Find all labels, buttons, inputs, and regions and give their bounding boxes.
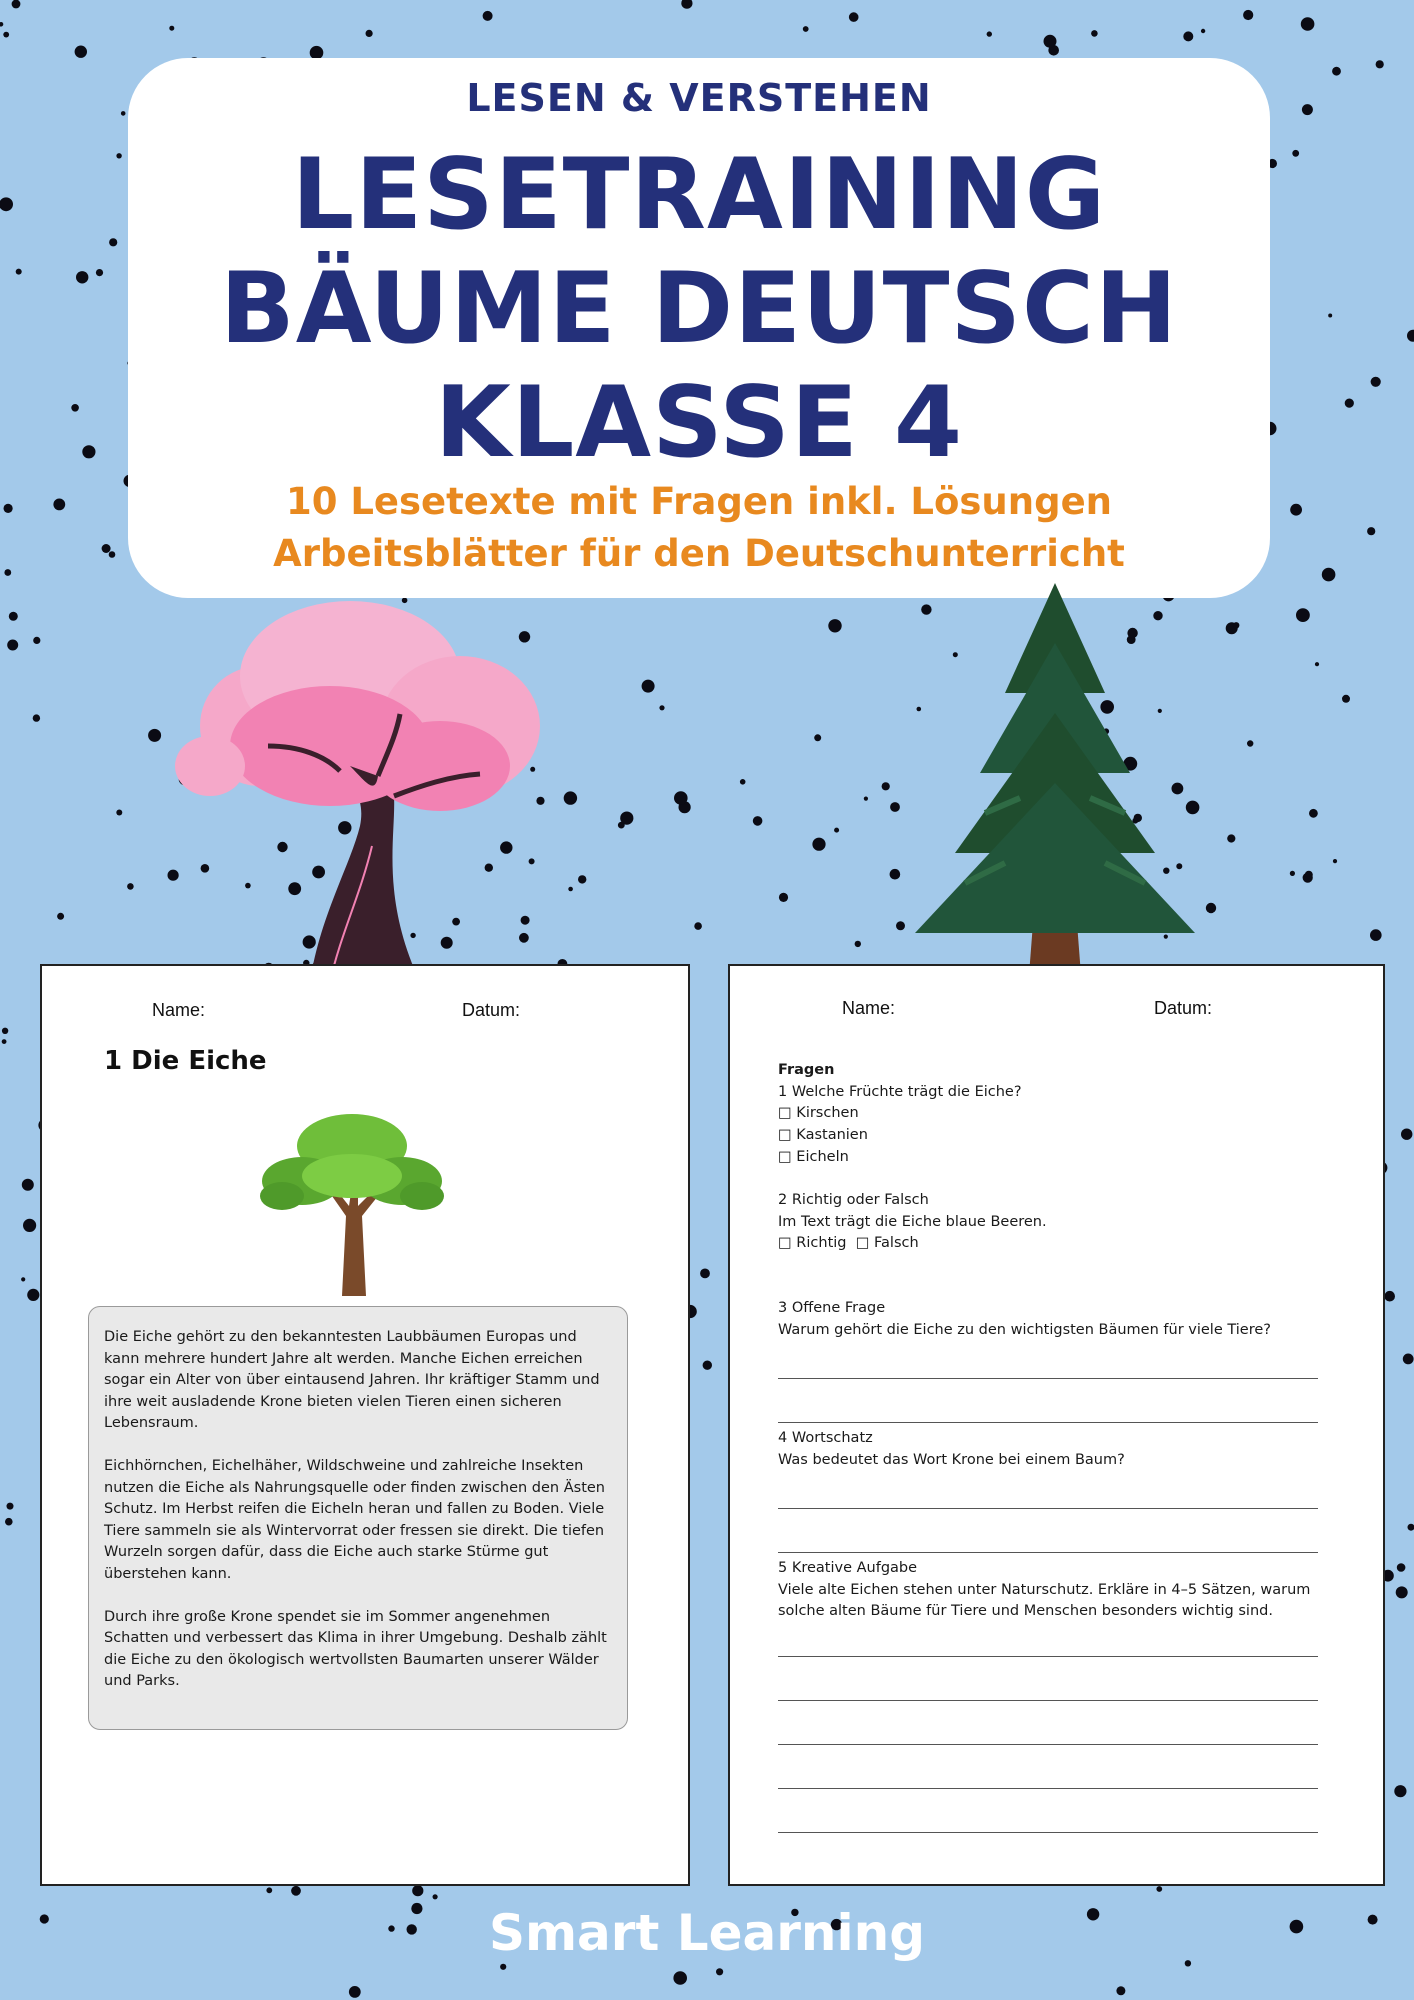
background-dot	[1322, 568, 1336, 582]
question-4-title: 4 Wortschatz	[778, 1430, 873, 1446]
background-dot	[116, 153, 121, 158]
title-line-1: LESETRAINING	[291, 138, 1107, 252]
background-dot	[740, 779, 746, 785]
background-dot	[890, 869, 901, 880]
background-dot	[864, 797, 868, 801]
question-5-title: 5 Kreative Aufgabe	[778, 1560, 918, 1576]
background-dot	[291, 1886, 301, 1896]
background-dot	[849, 12, 859, 22]
question-2-title: 2 Richtig oder Falsch	[778, 1192, 929, 1208]
background-dot	[266, 1887, 272, 1893]
background-dot	[2, 1039, 7, 1044]
background-dot	[1407, 330, 1414, 342]
kicker-text: LESEN & VERSTEHEN	[466, 76, 932, 120]
background-dot	[21, 1277, 25, 1281]
background-dot	[127, 883, 134, 890]
background-dot	[57, 913, 64, 920]
text-line: Die Eiche gehört zu den bekanntesten Laubbäumen Europas und	[104, 1329, 577, 1345]
question-1-title: 1 Welche Früchte trägt die Eiche?	[778, 1083, 1022, 1100]
background-dot	[53, 499, 65, 511]
paragraph-3	[104, 1607, 611, 1693]
story-title: 1 Die Eiche	[104, 1046, 267, 1076]
date-label: Datum:	[1154, 998, 1213, 1018]
background-dot	[71, 404, 79, 412]
background-dot	[109, 551, 116, 558]
answer-line[interactable]	[778, 1744, 1318, 1745]
background-dot	[4, 504, 13, 513]
background-dot	[483, 11, 493, 21]
reading-text-sheet	[40, 964, 690, 1886]
background-dot	[22, 1179, 34, 1191]
background-dot	[1243, 10, 1253, 20]
background-dot	[9, 612, 18, 621]
text-line: Wurzeln sorgen dafür, dass die Eiche auch starke Stürme gut	[104, 1544, 549, 1560]
background-dot	[23, 1219, 36, 1232]
background-dot	[3, 32, 9, 38]
background-dot	[1345, 399, 1354, 408]
background-dot	[500, 1964, 506, 1970]
answer-line[interactable]	[778, 1508, 1318, 1509]
background-dot	[1328, 314, 1332, 318]
background-dot	[1183, 31, 1193, 41]
paragraph-1	[104, 1327, 611, 1435]
background-dot	[82, 445, 95, 458]
questions-heading: Fragen	[778, 1062, 835, 1078]
background-dot	[1290, 504, 1302, 516]
background-dot	[2, 1028, 8, 1034]
background-dot	[564, 791, 577, 804]
background-dot	[76, 271, 88, 283]
background-dot	[578, 875, 586, 883]
background-dot	[812, 838, 825, 851]
background-dot	[1376, 60, 1384, 68]
background-dot	[1384, 1291, 1395, 1302]
background-dot	[681, 0, 692, 9]
background-dot	[27, 1289, 39, 1301]
name-label: Name:	[842, 998, 896, 1018]
brand-logo-text: Smart Learning	[488, 1904, 926, 1962]
blossom-tree-illustration	[150, 596, 550, 982]
text-line: sogar ein Alter von über eintausend Jahren. Ihr kräftiger Stamm und	[104, 1372, 600, 1388]
background-dot	[1233, 622, 1239, 628]
background-dot	[1394, 1785, 1406, 1797]
text-line: Durch ihre große Krone spendet sie im Sommer angenehmen	[104, 1608, 551, 1625]
answer-line[interactable]	[778, 1422, 1318, 1423]
background-dot	[1408, 1524, 1414, 1531]
background-dot	[703, 1361, 712, 1370]
subtitle-line-1: 10 Lesetexte mit Fragen inkl. Lösungen	[285, 480, 1113, 523]
text-line: und Parks.	[104, 1673, 180, 1689]
background-dot	[814, 734, 821, 741]
answer-line[interactable]	[778, 1378, 1318, 1379]
background-dot	[1403, 1354, 1414, 1365]
question-4-block	[778, 1428, 1338, 1471]
background-dot	[433, 1894, 438, 1899]
background-dot	[1290, 871, 1295, 876]
background-dot	[1305, 871, 1313, 879]
background-dot	[803, 26, 809, 32]
text-line: Tiere sammeln sie als Wintervorrat oder fressen sie direkt. Die tiefen	[104, 1522, 605, 1539]
background-dot	[882, 782, 890, 790]
background-dot	[753, 816, 763, 826]
oak-tree-image	[252, 1106, 452, 1296]
background-dot	[1302, 104, 1313, 115]
background-dot	[1401, 1129, 1412, 1140]
background-dot	[4, 569, 11, 576]
background-dot	[700, 1269, 710, 1279]
option-checkbox[interactable]: □ Eicheln	[778, 1148, 849, 1165]
question-4-text: Was bedeutet das Wort Krone bei einem Baum?	[778, 1451, 1125, 1468]
background-dot	[7, 1503, 14, 1510]
option-checkbox[interactable]: □ Kirschen	[778, 1105, 859, 1122]
background-dot	[896, 921, 905, 930]
background-dot	[1091, 30, 1098, 37]
background-dot	[659, 705, 664, 710]
text-line: die Eiche zu den ökologisch wertvollsten Baumarten unserer Wälder	[104, 1651, 599, 1668]
question-3-text: Warum gehört die Eiche zu den wichtigsten Bäumen für viele Tiere?	[778, 1321, 1271, 1338]
background-dot	[674, 791, 688, 805]
background-dot	[1044, 35, 1057, 48]
question-2-block	[778, 1190, 1338, 1255]
background-dot	[1116, 1986, 1125, 1995]
background-dot	[1315, 662, 1319, 666]
text-line: nutzen die Eiche als Nahrungsquelle oder finden zwischen den Ästen	[104, 1479, 605, 1496]
background-dot	[679, 1974, 687, 1982]
background-dot	[1371, 377, 1381, 387]
background-dot	[1292, 150, 1299, 157]
background-dot	[349, 1986, 361, 1998]
name-label: Name:	[152, 1000, 206, 1020]
background-dot	[568, 887, 573, 892]
background-dot	[412, 1885, 423, 1896]
title-line-2: BÄUME DEUTSCH	[220, 252, 1178, 366]
title-card	[128, 58, 1270, 598]
question-3-title: 3 Offene Frage	[778, 1300, 886, 1316]
title-line-3: KLASSE 4	[434, 366, 964, 480]
background-dot	[987, 31, 992, 36]
question-5-text: solche alten Bäume für Tiere und Menschen besonders wichtig sind.	[778, 1603, 1273, 1620]
background-dot	[102, 544, 111, 553]
text-line: ihre weit ausladende Krone bieten vielen Tieren einen sicheren	[104, 1393, 562, 1410]
background-dot	[96, 269, 103, 276]
background-dot	[1301, 17, 1315, 31]
background-dot	[1201, 29, 1205, 33]
background-dot	[828, 619, 841, 632]
background-dot	[169, 26, 174, 31]
answer-line[interactable]	[778, 1552, 1318, 1553]
background-dot	[366, 30, 373, 37]
answer-line[interactable]	[778, 1788, 1318, 1789]
text-line: Schatten und verbessert das Klima in ihrer Umgebung. Deshalb zählt	[104, 1630, 607, 1646]
background-dot	[1367, 527, 1375, 535]
background-dot	[620, 812, 633, 825]
answer-line[interactable]	[778, 1700, 1318, 1701]
text-line: Lebensraum.	[104, 1415, 199, 1431]
background-dot	[1332, 67, 1341, 76]
date-label: Datum:	[462, 1000, 521, 1020]
background-dot	[890, 802, 900, 812]
background-dot	[779, 893, 788, 902]
question-5-block	[778, 1558, 1338, 1623]
background-dot	[33, 637, 40, 644]
background-dot	[642, 680, 655, 693]
background-dot	[5, 1518, 13, 1526]
background-dot	[16, 269, 22, 275]
paragraph-2	[104, 1456, 611, 1585]
background-dot	[694, 922, 702, 930]
reading-text-box	[88, 1306, 628, 1730]
background-dot	[834, 828, 839, 833]
background-dot	[1296, 608, 1310, 622]
background-dot	[121, 111, 126, 116]
text-line: Eichhörnchen, Eichelhäher, Wildschweine und zahlreiche Insekten	[104, 1458, 584, 1474]
background-dot	[0, 22, 3, 27]
text-line: überstehen kann.	[104, 1565, 232, 1582]
background-dot	[1370, 929, 1382, 941]
option-checkbox[interactable]: □ Kastanien	[778, 1127, 868, 1144]
text-line: kann mehrere hundert Jahre alt werden. Manche Eichen erreichen	[104, 1350, 583, 1367]
background-dot	[75, 46, 87, 58]
subtitle-line-2: Arbeitsblätter für den Deutschunterricht	[273, 532, 1125, 575]
question-2-statement: Im Text trägt die Eiche blaue Beeren.	[778, 1213, 1047, 1230]
background-dot	[1397, 1563, 1406, 1572]
background-dot	[855, 941, 861, 947]
question-5-text: Viele alte Eichen stehen unter Naturschutz. Erkläre in 4–5 Sätzen, warum	[778, 1581, 1311, 1598]
background-dot	[1309, 809, 1318, 818]
background-dot	[1333, 859, 1337, 863]
background-dot	[1396, 1586, 1408, 1598]
background-dot	[12, 0, 21, 8]
answer-line[interactable]	[778, 1832, 1318, 1833]
question-1-block	[778, 1060, 1338, 1169]
background-dot	[109, 238, 117, 246]
background-dot	[33, 714, 40, 721]
background-dot	[1156, 1886, 1162, 1892]
fir-tree-illustration	[905, 583, 1205, 1003]
question-3-block	[778, 1298, 1338, 1341]
text-line: Schutz. Im Herbst reifen die Eicheln heran und fallen zu Boden. Viele	[104, 1501, 605, 1517]
background-dot	[116, 810, 122, 816]
background-dot	[0, 197, 13, 211]
background-dot	[1227, 834, 1235, 842]
true-false-options[interactable]: □ Richtig □ Falsch	[778, 1235, 919, 1252]
background-dot	[716, 1968, 723, 1975]
background-dot	[7, 640, 18, 651]
background-dot	[1342, 695, 1350, 703]
background-dot	[1206, 903, 1216, 913]
questions-sheet	[728, 964, 1385, 1886]
answer-line[interactable]	[778, 1656, 1318, 1657]
background-dot	[1247, 740, 1253, 746]
